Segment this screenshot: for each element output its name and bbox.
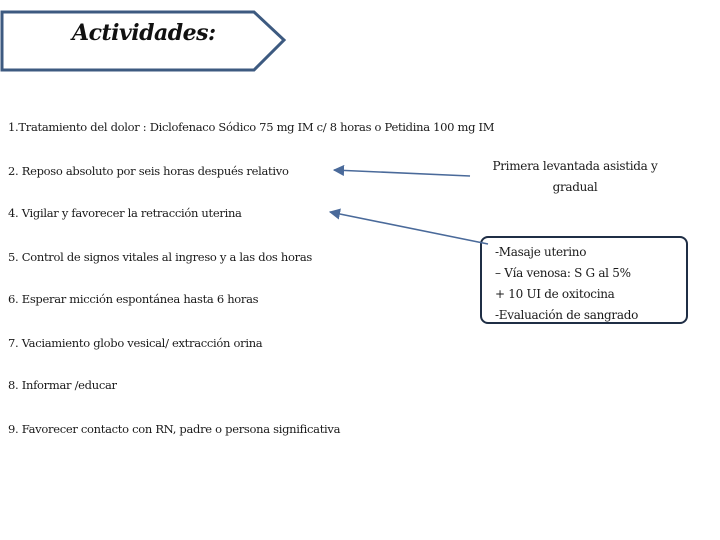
activity-item-7: 7. Vaciamiento globo vesical/ extracción orina (8, 336, 263, 350)
arrow-to-retraccion (330, 212, 488, 244)
note-retraccion-line: -Masaje uterino (495, 245, 587, 259)
activity-item-2: 2. Reposo absoluto por seis horas después relativo (8, 164, 289, 178)
activity-item-6: 6. Esperar micción espontánea hasta 6 horas (8, 292, 259, 306)
activity-item-1: 1.Tratamiento del dolor : Diclofenaco Sódico 75 mg IM c/ 8 horas o Petidina 100 mg IM (8, 120, 495, 134)
note-retraccion-line: + 10 UI de oxitocina (495, 287, 615, 301)
activity-item-4: 4. Vigilar y favorecer la retracción uterina (8, 206, 242, 220)
note-retraccion-line: -Evaluación de sangrado (495, 308, 639, 322)
page-title: Actividades: (72, 20, 216, 46)
note-retraccion-line: – Vía venosa: S G al 5% (495, 266, 631, 280)
note-reposo-line: Primera levantada asistida y (492, 159, 658, 173)
note-reposo-line: gradual (552, 180, 598, 194)
arrow-to-reposo (334, 170, 470, 176)
activity-item-5: 5. Control de signos vitales al ingreso y a las dos horas (8, 250, 312, 264)
activity-item-8: 8. Informar /educar (8, 378, 117, 392)
activity-item-9: 9. Favorecer contacto con RN, padre o persona significativa (8, 422, 341, 436)
